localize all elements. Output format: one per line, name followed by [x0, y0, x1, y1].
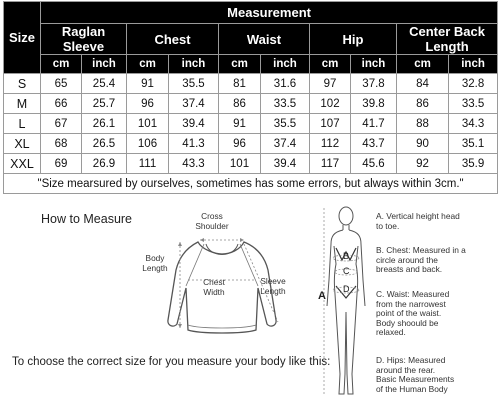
table-cell: 90: [397, 134, 449, 154]
table-cell: 37.4: [261, 134, 310, 154]
table-cell: 45.6: [351, 154, 397, 174]
unit-cm: cm: [127, 55, 169, 74]
unit-inch: inch: [351, 55, 397, 74]
size-cell: M: [4, 94, 41, 114]
choose-size-instruction: To choose the correct size for you measure your body like this:: [12, 356, 331, 368]
table-cell: 112: [310, 134, 351, 154]
table-cell: 66: [41, 94, 82, 114]
hip-header: Hip: [310, 24, 397, 55]
unit-cm: cm: [41, 55, 82, 74]
table-row: [4, 74, 498, 94]
unit-inch: inch: [169, 55, 219, 74]
body-measure-illustration: [312, 202, 372, 402]
size-cell: XL: [4, 134, 41, 154]
table-cell: 37.4: [169, 94, 219, 114]
table-cell: 97: [310, 74, 351, 94]
table-cell: 96: [219, 134, 261, 154]
table-cell: 68: [41, 134, 82, 154]
body-length-label: Body Length: [142, 253, 168, 273]
table-cell: 67: [41, 114, 82, 134]
unit-cm: cm: [310, 55, 351, 74]
table-cell: 32.8: [449, 74, 498, 94]
table-cell: 25.7: [82, 94, 127, 114]
table-cell: 91: [219, 114, 261, 134]
table-cell: 35.1: [449, 134, 498, 154]
sleeve-length-label: Sleeve Length: [260, 276, 286, 296]
table-cell: 101: [127, 114, 169, 134]
table-cell: 111: [127, 154, 169, 174]
measurement-header: Measurement: [41, 2, 498, 24]
table-cell: 39.4: [169, 114, 219, 134]
unit-cm: cm: [397, 55, 449, 74]
table-cell: 35.5: [169, 74, 219, 94]
table-cell: 26.9: [82, 154, 127, 174]
table-cell: 39.4: [261, 154, 310, 174]
table-cell: 31.6: [261, 74, 310, 94]
measure-letter-c: C: [343, 266, 350, 276]
desc-chest: B. Chest: Measured in a circle around the breasts and back.: [376, 245, 466, 275]
table-cell: 84: [397, 74, 449, 94]
measure-letter-a: A: [318, 290, 326, 302]
size-cell: L: [4, 114, 41, 134]
table-cell: 33.5: [449, 94, 498, 114]
chest-header: Chest: [127, 24, 219, 55]
table-cell: 117: [310, 154, 351, 174]
size-note: "Size mearsured by ourselves, sometimes has some errors, but always within 3cm.": [4, 174, 498, 194]
table-cell: 81: [219, 74, 261, 94]
cross-shoulder-label: Cross Shoulder: [195, 211, 229, 231]
table-cell: 88: [397, 114, 449, 134]
table-row: [4, 154, 498, 174]
how-to-measure-title: How to Measure: [41, 212, 133, 226]
table-cell: 102: [310, 94, 351, 114]
table-cell: 91: [127, 74, 169, 94]
table-cell: 92: [397, 154, 449, 174]
unit-inch: inch: [82, 55, 127, 74]
waist-header: Waist: [219, 24, 310, 55]
table-cell: 25.4: [82, 74, 127, 94]
unit-inch: inch: [449, 55, 498, 74]
table-cell: 26.1: [82, 114, 127, 134]
table-cell: 43.3: [169, 154, 219, 174]
table-cell: 26.5: [82, 134, 127, 154]
table-cell: 65: [41, 74, 82, 94]
table-row: [4, 94, 498, 114]
table-cell: 106: [127, 134, 169, 154]
size-cell: S: [4, 74, 41, 94]
size-cell: XXL: [4, 154, 41, 174]
table-cell: 101: [219, 154, 261, 174]
raglan-sleeve-header: Raglan Sleeve: [41, 24, 127, 55]
table-cell: 107: [310, 114, 351, 134]
table-cell: 37.8: [351, 74, 397, 94]
measure-letter-d: D: [343, 284, 350, 294]
desc-waist: C. Waist: Measured from the narrowest point of the waist. Body shoould be relaxed.: [376, 289, 450, 338]
table-cell: 41.3: [169, 134, 219, 154]
table-cell: 35.9: [449, 154, 498, 174]
table-cell: 33.5: [261, 94, 310, 114]
chest-width-label: Chest Width: [203, 277, 225, 297]
unit-cm: cm: [219, 55, 261, 74]
unit-inch: inch: [261, 55, 310, 74]
size-header: Size: [4, 2, 41, 74]
table-cell: 86: [397, 94, 449, 114]
table-cell: 41.7: [351, 114, 397, 134]
desc-hips: D. Hips: Measured around the rear. Basic Measurements of the Human Body: [376, 355, 455, 394]
table-cell: 34.3: [449, 114, 498, 134]
table-cell: 86: [219, 94, 261, 114]
measure-letter-b: B: [343, 251, 350, 261]
table-row: [4, 114, 498, 134]
table-cell: 39.8: [351, 94, 397, 114]
desc-vertical-height: A. Vertical height head to toe.: [376, 211, 460, 231]
table-cell: 35.5: [261, 114, 310, 134]
table-cell: 96: [127, 94, 169, 114]
table-row: [4, 134, 498, 154]
table-cell: 43.7: [351, 134, 397, 154]
size-chart-table: [3, 1, 498, 194]
center-back-length-header: Center Back Length: [397, 24, 498, 55]
table-cell: 69: [41, 154, 82, 174]
